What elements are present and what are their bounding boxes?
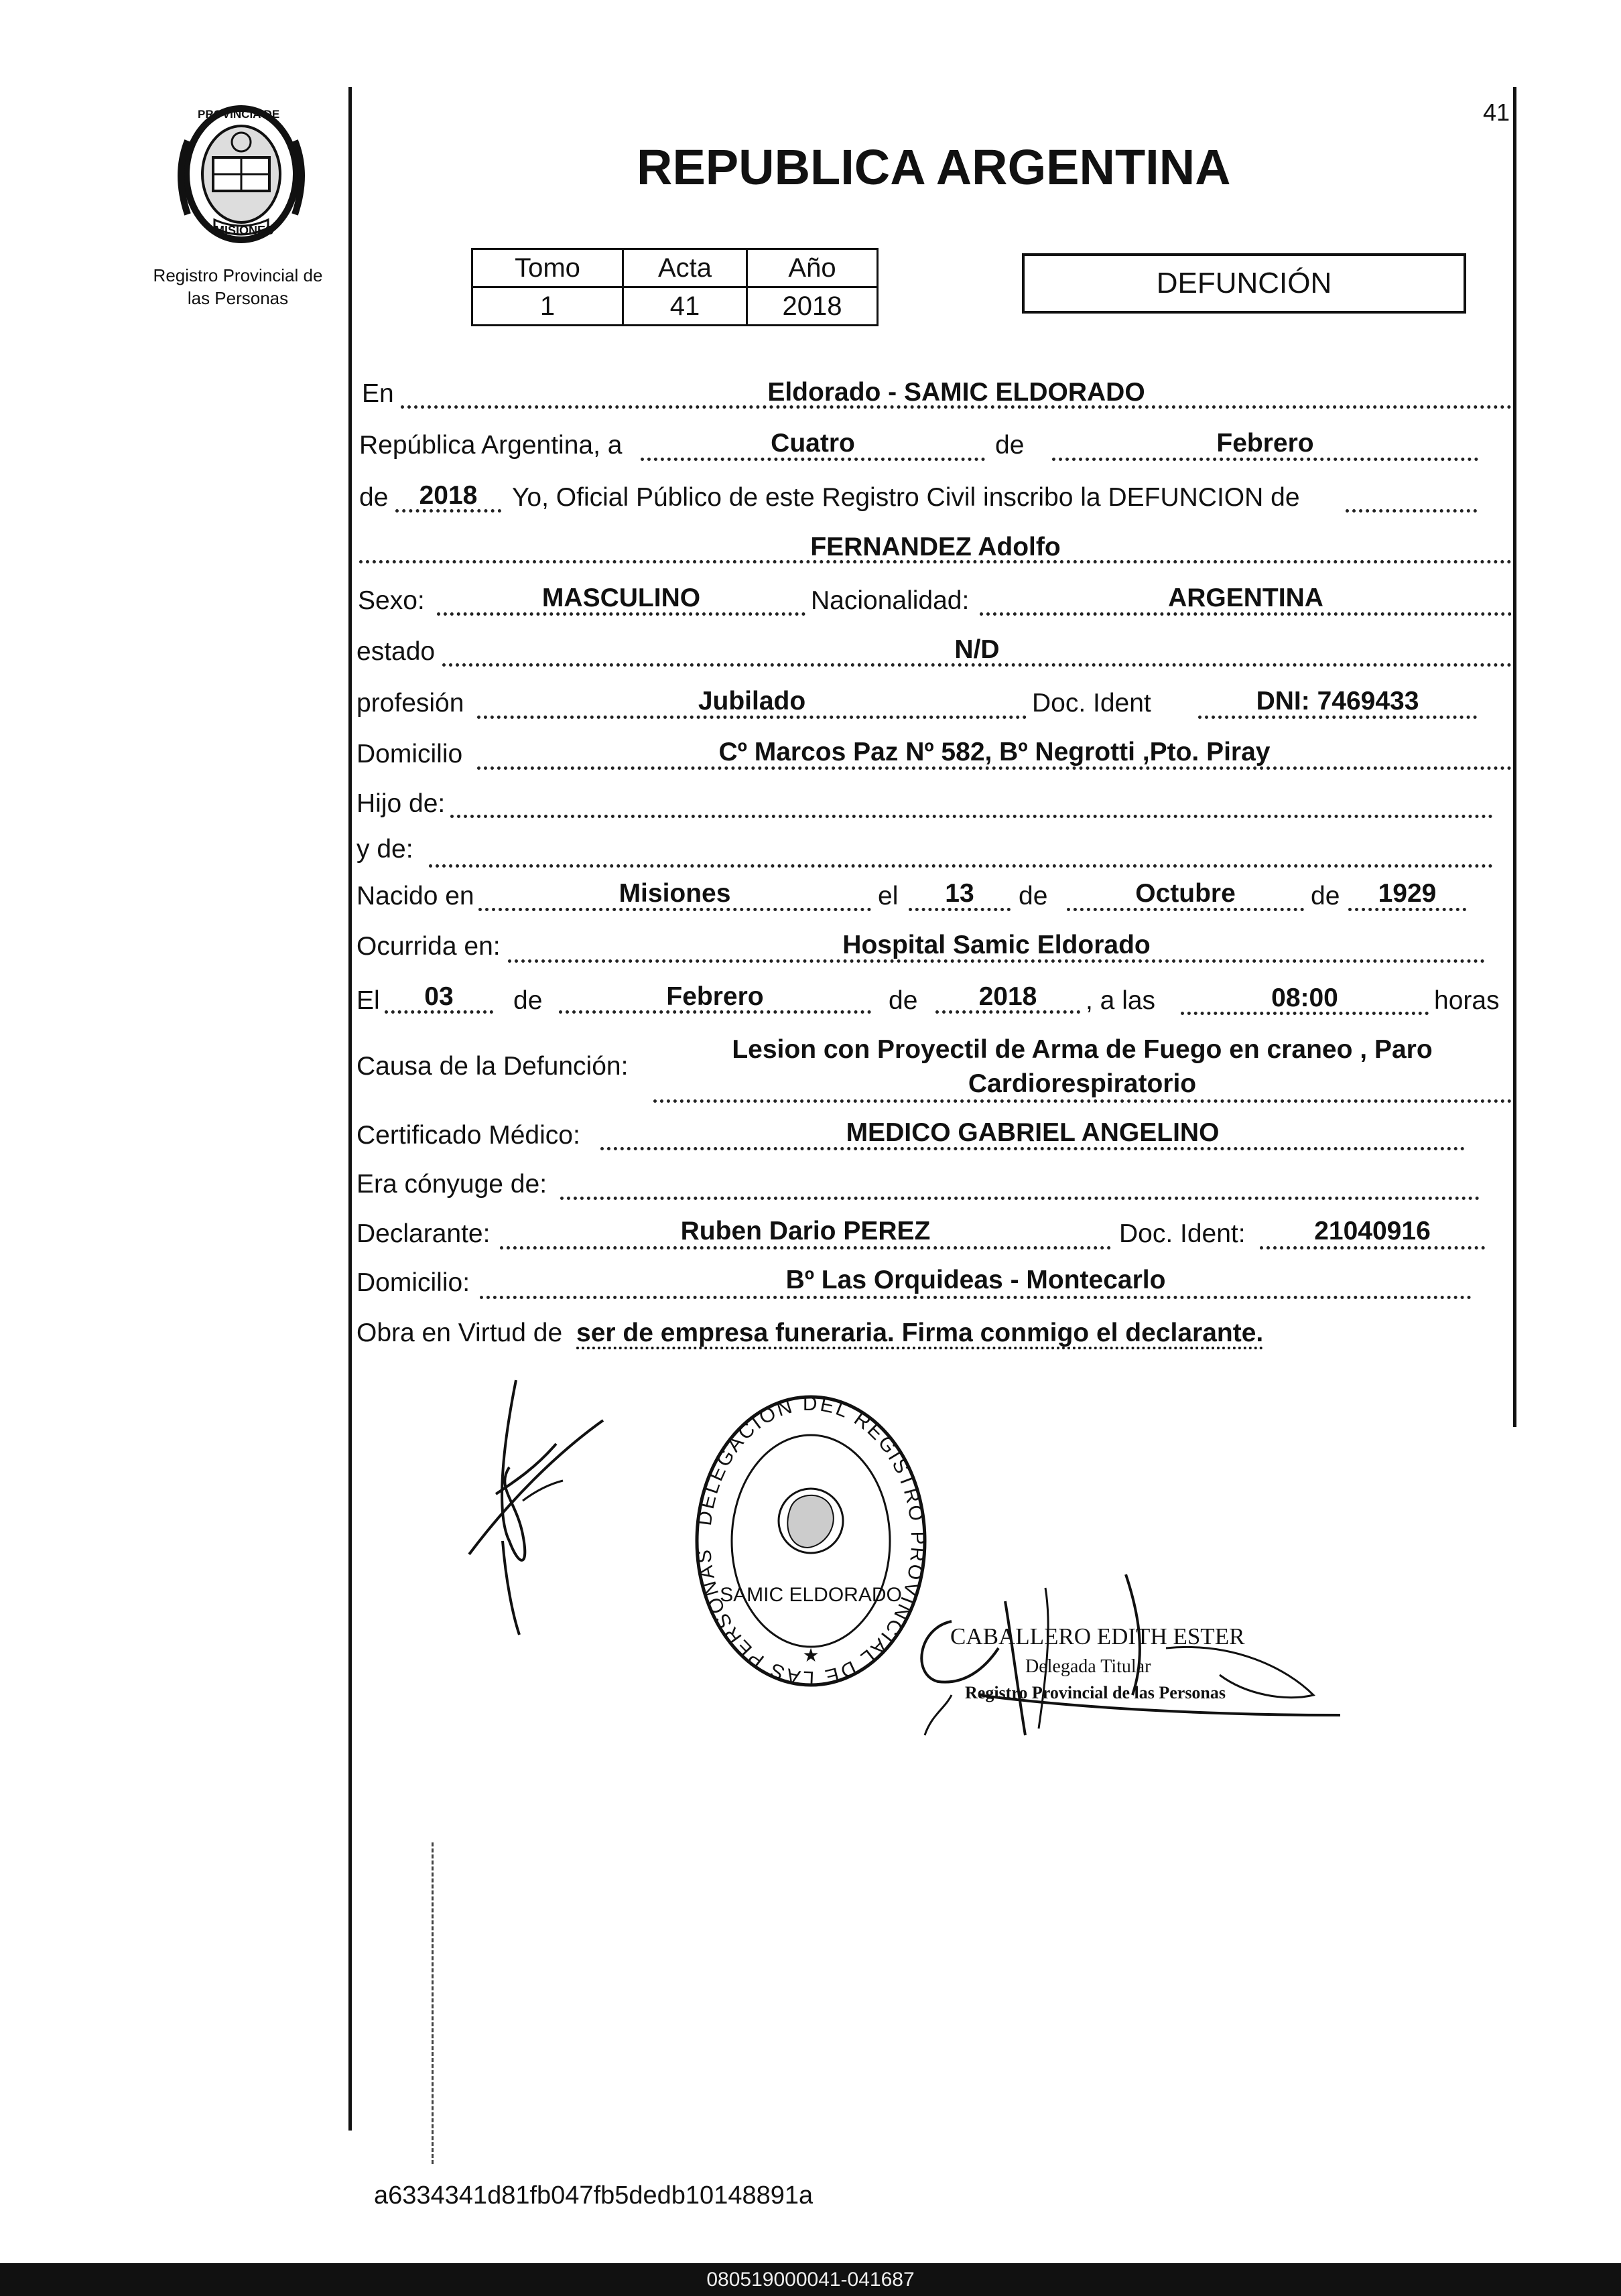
table-header-acta: Acta bbox=[623, 249, 747, 287]
footer-code-bar bbox=[0, 2263, 1621, 2296]
hijo-line bbox=[450, 815, 1493, 818]
de4-label: de bbox=[889, 986, 918, 1015]
el2-label: El bbox=[356, 986, 380, 1015]
obra-label: Obra en Virtud de bbox=[356, 1319, 563, 1347]
estado-label: estado bbox=[356, 637, 436, 666]
dashed-guide-line bbox=[432, 1842, 434, 2164]
seal-ring-text: DELEGACION DEL REGISTRO PROVINCIAL DE LAS PERSONAS bbox=[693, 1392, 929, 1690]
causa-line1: Lesion con Proyectil de Arma de Fuego en craneo , Paro bbox=[732, 1035, 1433, 1064]
obra-value: ser de empresa funeraria. Firma conmigo el declarante. bbox=[576, 1319, 1264, 1347]
en-label: En bbox=[362, 379, 394, 408]
birth-year: 1929 bbox=[1378, 879, 1437, 908]
day-line bbox=[641, 458, 985, 461]
ocurrida-line bbox=[508, 959, 1485, 963]
official-office: Registro Provincial de las Personas bbox=[965, 1683, 1226, 1702]
table-header-ano: Año bbox=[747, 249, 878, 287]
birth-year-line bbox=[1348, 908, 1466, 911]
death-year: 2018 bbox=[978, 982, 1037, 1011]
domicilio-label: Domicilio bbox=[356, 740, 463, 768]
domicilio-line bbox=[477, 766, 1512, 770]
registry-name-line1: Registro Provincial de bbox=[153, 265, 323, 285]
republica-label: República Argentina, a bbox=[359, 431, 623, 460]
registry-name-line2: las Personas bbox=[187, 288, 289, 308]
certificado-label: Certificado Médico: bbox=[356, 1121, 580, 1150]
right-margin-line bbox=[1513, 87, 1516, 1427]
registry-seal bbox=[684, 1387, 938, 1695]
profesion-value: Jubilado bbox=[698, 687, 806, 716]
alas-label: , a las bbox=[1086, 986, 1156, 1015]
declarant-signature bbox=[456, 1367, 630, 1648]
nacido-label: Nacido en bbox=[356, 882, 474, 910]
table-value-tomo: 1 bbox=[472, 287, 623, 326]
nacido-value: Misiones bbox=[619, 879, 731, 908]
sexo-value: MASCULINO bbox=[541, 584, 701, 612]
en-value: Eldorado - SAMIC ELDORADO bbox=[767, 378, 1145, 407]
deceased-name: FERNANDEZ Adolfo bbox=[810, 533, 1061, 561]
estado-value: N/D bbox=[954, 635, 1000, 664]
death-time: 08:00 bbox=[1271, 984, 1338, 1012]
year-value: 2018 bbox=[419, 481, 478, 510]
domicilio2-line bbox=[480, 1296, 1472, 1299]
causa-label: Causa de la Defunción: bbox=[356, 1052, 629, 1081]
official-role: Delegada Titular bbox=[1025, 1656, 1151, 1677]
de1-label: de bbox=[1019, 882, 1048, 910]
official-signature bbox=[911, 1561, 1380, 1749]
doc-ident-line bbox=[1198, 716, 1477, 719]
domicilio-value: Cº Marcos Paz Nº 582, Bº Negrotti ,Pto. Piray bbox=[718, 738, 1271, 766]
table-header-tomo: Tomo bbox=[472, 249, 623, 287]
acta-table bbox=[471, 248, 879, 326]
domicilio2-value: Bº Las Orquideas - Montecarlo bbox=[785, 1266, 1166, 1294]
sexo-line bbox=[437, 612, 805, 616]
statement-text: Yo, Oficial Público de este Registro Civil inscribo la DEFUNCION de bbox=[512, 483, 1300, 512]
profesion-label: profesión bbox=[356, 689, 464, 718]
doc-ident2-label: Doc. Ident: bbox=[1119, 1219, 1246, 1248]
page-number: 41 bbox=[1483, 98, 1510, 126]
nacionalidad-value: ARGENTINA bbox=[1168, 584, 1323, 612]
ocurrida-value: Hospital Samic Eldorado bbox=[842, 931, 1151, 959]
nacionalidad-label: Nacionalidad: bbox=[811, 586, 970, 615]
doc-ident-label: Doc. Ident bbox=[1032, 689, 1151, 718]
domicilio2-label: Domicilio: bbox=[356, 1268, 470, 1297]
yde-label: y de: bbox=[356, 835, 413, 864]
birth-month-line bbox=[1067, 908, 1304, 911]
statement-line bbox=[1346, 509, 1477, 513]
conyuge-label: Era cónyuge de: bbox=[356, 1170, 547, 1199]
sexo-label: Sexo: bbox=[358, 586, 425, 615]
birth-day: 13 bbox=[945, 879, 974, 908]
doc-ident2-value: 21040916 bbox=[1314, 1217, 1431, 1245]
doc-ident2-line bbox=[1260, 1246, 1485, 1250]
hijo-label: Hijo de: bbox=[356, 789, 446, 818]
logo-top-text: PROVINCIA DE bbox=[198, 108, 280, 121]
record-type-box: DEFUNCIÓN bbox=[1022, 253, 1466, 314]
page-title: REPUBLICA ARGENTINA bbox=[637, 139, 1231, 195]
logo-bottom-text: MISIONES bbox=[214, 224, 274, 237]
death-day: 03 bbox=[424, 982, 454, 1011]
day-value: Cuatro bbox=[771, 429, 855, 458]
document-hash: a6334341d81fb047fb5dedb10148891a bbox=[374, 2181, 814, 2210]
el-label: el bbox=[878, 882, 899, 910]
profesion-line bbox=[477, 716, 1027, 719]
month-line bbox=[1052, 458, 1478, 461]
declarante-label: Declarante: bbox=[356, 1219, 491, 1248]
ocurrida-label: Ocurrida en: bbox=[356, 932, 501, 961]
de2-label: de bbox=[1311, 882, 1340, 910]
death-month: Febrero bbox=[666, 982, 764, 1011]
causa-line bbox=[653, 1099, 1512, 1103]
certificado-value: MEDICO GABRIEL ANGELINO bbox=[846, 1118, 1220, 1147]
nacionalidad-line bbox=[980, 612, 1512, 616]
month-value: Febrero bbox=[1216, 429, 1314, 458]
de-label: de bbox=[995, 431, 1025, 460]
certificado-line bbox=[600, 1147, 1465, 1150]
year-prefix-label: de bbox=[359, 483, 389, 512]
causa-line2: Cardiorespiratorio bbox=[968, 1069, 1197, 1098]
conyuge-line bbox=[560, 1197, 1480, 1200]
table-value-acta: 41 bbox=[623, 287, 747, 326]
svg-text:★: ★ bbox=[802, 1645, 820, 1666]
birth-day-line bbox=[909, 908, 1011, 911]
yde-line bbox=[429, 864, 1493, 868]
left-margin-line bbox=[348, 87, 352, 2131]
footer-code: 080519000041-041687 bbox=[706, 2268, 915, 2291]
declarante-line bbox=[500, 1246, 1111, 1250]
doc-ident-value: DNI: 7469433 bbox=[1256, 687, 1419, 716]
table-value-ano: 2018 bbox=[747, 287, 878, 326]
horas-label: horas bbox=[1434, 986, 1500, 1015]
seal-inner-text: SAMIC ELDORADO bbox=[720, 1584, 902, 1606]
de3-label: de bbox=[513, 986, 543, 1015]
declarante-value: Ruben Dario PEREZ bbox=[680, 1217, 931, 1245]
nacido-line bbox=[478, 908, 871, 911]
birth-month: Octubre bbox=[1135, 879, 1236, 908]
official-name: CABALLERO EDITH ESTER bbox=[950, 1623, 1245, 1649]
